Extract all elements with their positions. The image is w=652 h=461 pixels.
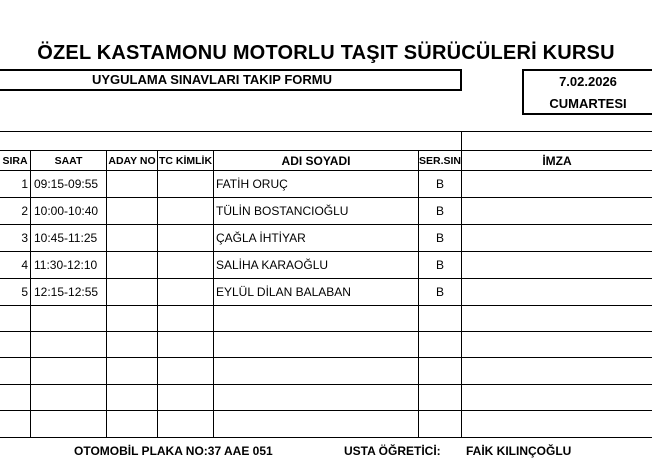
table-row-line (0, 305, 652, 306)
table-row-line (0, 384, 652, 385)
row-saat: 11:30-12:10 (34, 258, 98, 272)
table-row-line (0, 150, 652, 151)
row-sira: 4 (21, 258, 28, 272)
row-tc-kimlik (158, 279, 213, 305)
row-saat: 10:00-10:40 (34, 204, 99, 218)
row-saat: 10:45-11:25 (34, 231, 98, 245)
row-aday-no (107, 198, 157, 224)
form-subtitle: UYGULAMA SINAVLARI TAKIP FORMU (0, 69, 462, 91)
row-tc-kimlik (158, 252, 213, 278)
footer-instructor-label: USTA ÖĞRETİCİ: (344, 444, 441, 458)
row-adi-soyadi: FATİH ORUÇ (216, 177, 288, 191)
row-ser-sin: B (435, 177, 444, 191)
footer-plate-number: OTOMOBİL PLAKA NO:37 AAE 051 (74, 444, 273, 458)
col-header-ser-sin: SER.SIN (419, 155, 461, 167)
table-row-line (0, 357, 652, 358)
exam-date: 7.02.2026 (559, 74, 617, 89)
table-row-line (0, 437, 652, 438)
date-box (522, 69, 652, 115)
row-adi-soyadi: SALİHA KARAOĞLU (216, 258, 329, 272)
row-aday-no (107, 279, 157, 305)
col-header-aday-no: ADAY NO (108, 155, 156, 167)
col-header-imza: İMZA (542, 154, 572, 168)
col-header-tc-kimlik: TC KİMLİK (158, 155, 213, 167)
col-header-adi-soyadi: ADI SOYADI (281, 154, 351, 168)
table-col-line (30, 150, 31, 437)
row-tc-kimlik (158, 171, 213, 197)
row-sira: 3 (21, 231, 28, 245)
row-ser-sin: B (435, 204, 444, 218)
page-title: ÖZEL KASTAMONU MOTORLU TAŞIT SÜRÜCÜLERİ KURSU (37, 42, 615, 64)
exam-day: CUMARTESI (549, 96, 627, 111)
table-col-line (461, 131, 462, 437)
table-row-line (0, 410, 652, 411)
row-tc-kimlik (158, 198, 213, 224)
table-row-line (0, 131, 652, 132)
row-sira: 5 (21, 285, 28, 299)
row-ser-sin: B (435, 258, 444, 272)
row-aday-no (107, 252, 157, 278)
row-sira: 1 (21, 177, 28, 191)
row-aday-no (107, 171, 157, 197)
col-header-sira: SIRA (2, 155, 28, 167)
row-ser-sin: B (435, 285, 444, 299)
row-ser-sin: B (435, 231, 444, 245)
table-col-line (213, 150, 214, 437)
row-adi-soyadi: TÜLİN BOSTANCIOĞLU (216, 204, 349, 218)
row-saat: 12:15-12:55 (34, 285, 99, 299)
row-saat: 09:15-09:55 (34, 177, 99, 191)
footer-instructor-name: FAİK KILINÇOĞLU (466, 444, 572, 458)
row-tc-kimlik (158, 225, 213, 251)
row-aday-no (107, 225, 157, 251)
col-header-saat: SAAT (54, 155, 83, 167)
table-row-line (0, 331, 652, 332)
row-adi-soyadi: ÇAĞLA İHTİYAR (216, 231, 306, 245)
row-adi-soyadi: EYLÜL DİLAN BALABAN (216, 285, 351, 299)
row-sira: 2 (21, 204, 28, 218)
